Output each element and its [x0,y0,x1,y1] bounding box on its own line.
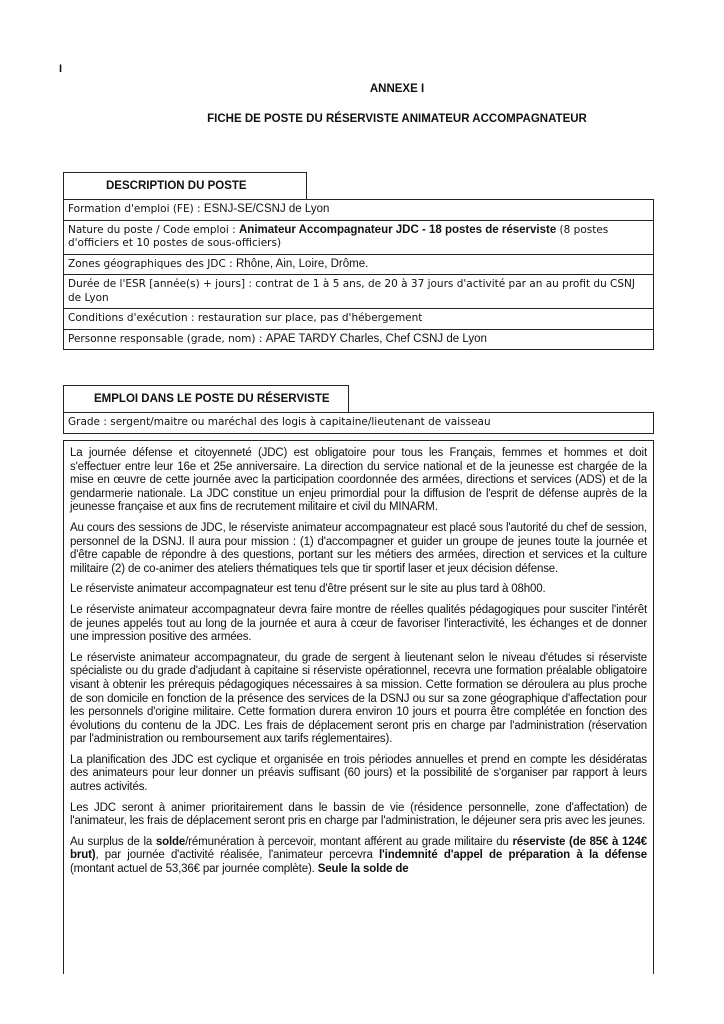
remuneration-solde: solde [155,835,186,848]
duree-label: Durée de l'ESR [année(s) + jours] : [68,278,256,290]
responsable-label: Personne responsable (grade, nom) : [68,332,266,345]
emploi-body [63,440,654,974]
row-nature [64,221,653,255]
description-heading [63,172,307,199]
document-title: FICHE DE POSTE DU RÉSERVISTE ANIMATEUR ACCOMPAGNATEUR [207,113,587,125]
paragraph-bassin: Les JDC seront à animer prioritairement dans le bassin de vie (résidence personnelle, zone d'affectation) de l'animateur, les frais de déplacement seront pris en charge par l'administration, le déjeuner sera pris avec les jeunes. [70,801,647,828]
row-grade [64,413,653,434]
paragraph-planification: La planification des JDC est cyclique et organisée en trois périodes annuelles et prend en compte les désidératas des animateurs pour leur donner un préavis suffisant (60 jours) et la possibilité de s'organiser par rapport à leurs autres activités. [70,753,647,794]
remuneration-text-3: , par journée d'activité réalisée, l'animateur percevra [95,849,380,862]
remuneration-text-2: /rémunération à percevoir, montant afférent au grade militaire du [185,835,513,848]
row-formation [64,200,653,221]
row-zones [64,255,653,276]
zones-value: Rhône, Ain, Loire, Drôme. [236,257,369,270]
nature-value-bold: Animateur Accompagnateur JDC - 18 postes de réserviste [239,223,557,236]
responsable-value: APAE TARDY Charles, Chef CSNJ de Lyon [265,332,487,345]
paragraph-mission: Au cours des sessions de JDC, le réserviste animateur accompagnateur est placé sous l'autorité du chef de session, personnel de la DSNJ. Il aura pour mission : (1) d'accompagner et guider un groupe de jeunes toute la journée et d'être capable de répondre à des questions, portant sur les métiers des armées, direction et services et la culture militaire (2) de co-animer des ateliers thématiques tels que tir sportif laser et jeux décision défense. [70,521,647,575]
description-table [63,199,654,350]
row-conditions [64,309,653,330]
annex-title: ANNEXE I [369,83,425,95]
row-duree [64,275,653,309]
grade-text: Grade : sergent/maitre ou maréchal des logis à capitaine/lieutenant de vaisseau [68,416,491,428]
nature-label: Nature du poste / Code emploi : [68,223,239,236]
remuneration-indemnite: l'indemnité d'appel de préparation à la défense [379,849,647,862]
paragraph-qualites: Le réserviste animateur accompagnateur devra faire montre de réelles qualités pédagogiques pour susciter l'intérêt de jeunes appelés tout au long de la journée et aura à cœur de favoriser l'interactivité, les échanges et de donner une impression positive des armées. [70,603,647,644]
emploi-heading-text: EMPLOI DANS LE POSTE DU RÉSERVISTE [94,393,330,405]
emploi-heading [63,385,349,412]
remuneration-text-1: Au surplus de la [70,835,156,848]
description-heading-text: DESCRIPTION DU POSTE [106,180,247,192]
remuneration-text-4: (montant actuel de 53,36€ par journée complète). [70,863,318,876]
paragraph-presence: Le réserviste animateur accompagnateur est tenu d'être présent sur le site au plus tard à 08h00. [70,583,546,596]
conditions-label: Conditions d'exécution : [68,312,198,324]
paragraph-remuneration [70,836,647,877]
zones-label: Zones géographiques des JDC : [68,257,236,270]
row-responsable [64,330,653,350]
remuneration-seule-solde: Seule la solde de [317,863,409,876]
paragraph-jdc: La journée défense et citoyenneté (JDC) est obligatoire pour tous les Français, femmes et hommes et doit s'effectuer entre leur 16e et 25e anniversaire. La direction du service national et de la jeunesse est chargée de la mise en œuvre de cette journée avec la participation coordonnée des armées, directions et services (ADS) et de la gendarmerie nationale. La JDC constitue un enjeu primordial pour la diffusion de l'esprit de défense auprès de la jeunesse française et aux fins de recrutement militaire et civil du MINARM. [70,447,647,514]
remuneration-montant: réserviste (de 85€ à 124€ brut) [70,835,647,862]
formation-value: ESNJ-SE/CSNJ de Lyon [203,203,330,215]
nature-value-rest: (8 postes d'officiers et 10 postes de sous-officiers) [68,223,609,249]
margin-mark: I [59,63,63,75]
formation-label: Formation d'emploi (FE) : [68,203,204,215]
grade-table [63,412,654,434]
conditions-value: restauration sur place, pas d'hébergement [197,312,423,324]
paragraph-formation: Le réserviste animateur accompagnateur, du grade de sergent à lieutenant selon le niveau d'études si réserviste spécialiste ou du grade d'adjudant à capitaine si réserviste opérationnel, recevra une formation préalable obligatoire visant à obtenir les prérequis pédagogiques nécessaires à sa mission. Cette formation se déroulera au plus proche de son domicile en fonction de la présence des services de la DSNJ ou sur sa zone géographique d'affectation pour les personnels d'origine militaire. Cette formation durera environ 10 jours et pourra être complétée en fonction des évolutions du contenu de la JDC. Les frais de déplacement seront pris en charge par l'administration (réservation par l'administration ou remboursement aux tarifs réglementaires). [70,651,647,746]
duree-value: contrat de 1 à 5 ans, de 20 à 37 jours d'activité par an au profit du CSNJ de Lyon [68,278,636,304]
